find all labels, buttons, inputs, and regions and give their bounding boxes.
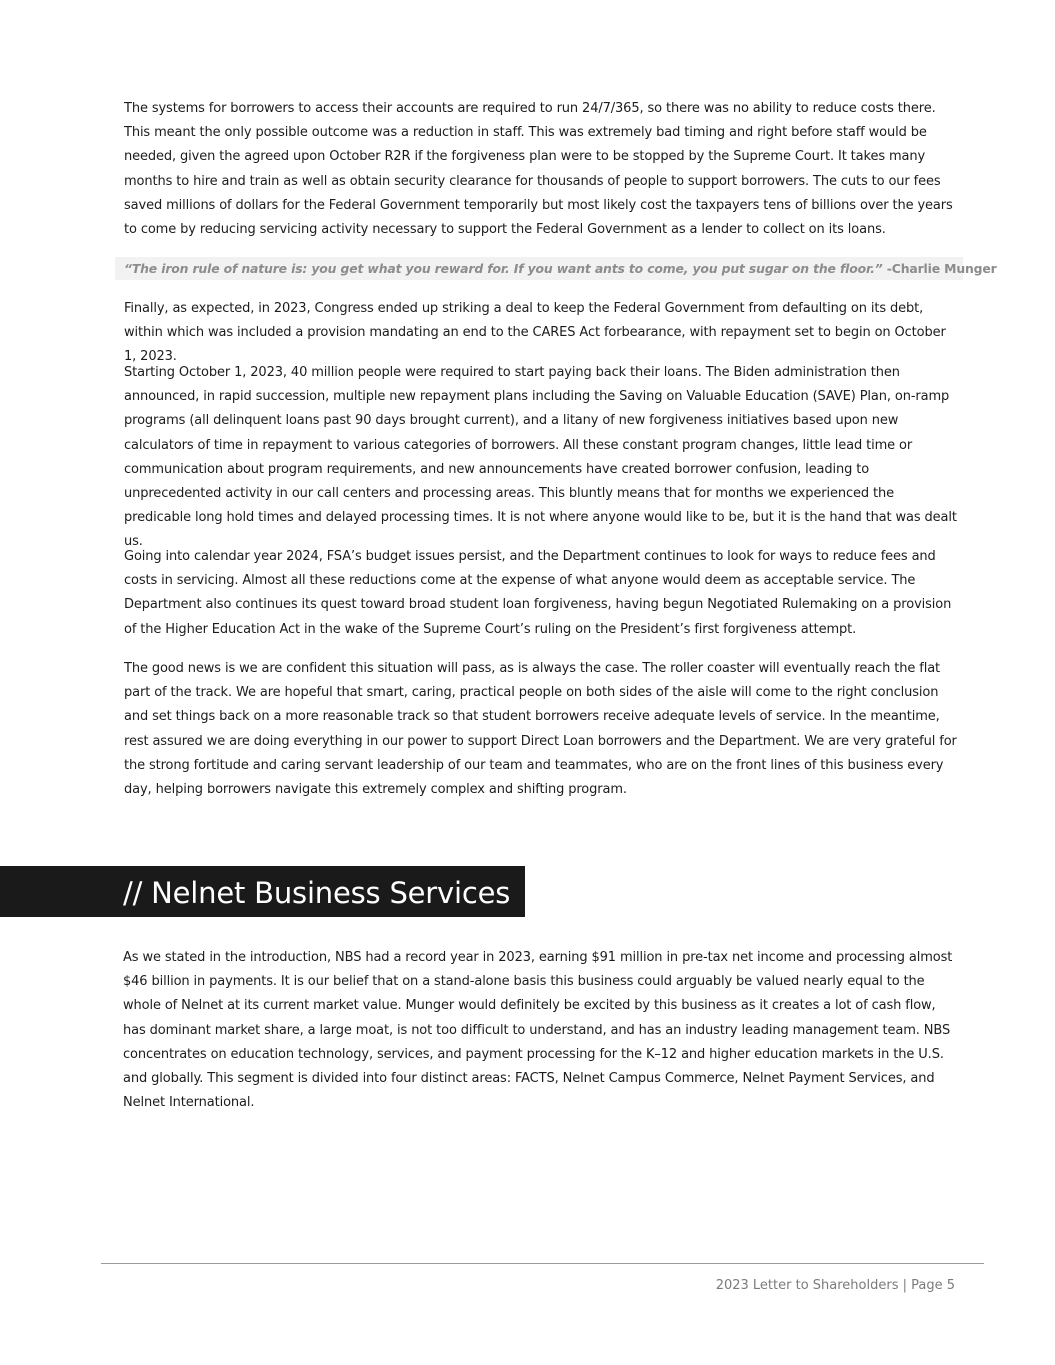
- pull-quote: [124, 257, 997, 280]
- paragraph-good-news: The good news is we are confident this situation will pass, as is always the case. The roller coaster will eventually reach the flat part of the track. We are hopeful that smart, caring, practical people on both sides of the aisle will come to the right conclusion and set things back on a more reasonable track so that student borrowers receive adequate levels of service. In the meantime, rest assured we are doing everything in our power to support Direct Loan borrowers and the Department. We are very grateful for the strong fortitude and caring servant leadership of our team and teammates, who are on the front lines of this business every day, helping borrowers navigate this extremely complex and shifting program.: [124, 661, 957, 798]
- paragraph-cares-act: Finally, as expected, in 2023, Congress ended up striking a deal to keep the Federal Government from defaulting on its debt, within which was included a provision mandating an end to the CARES Act forbearance, with repayment set to begin on October 1, 2023.: [124, 301, 946, 365]
- paragraph-repayment-restart: Starting October 1, 2023, 40 million people were required to start paying back their loans. The Biden administration then announced, in rapid succession, multiple new repayment plans including the Saving on Valuable Education (SAVE) Plan, on-ramp programs (all delinquent loans past 90 days brought current), and a litany of new forgiveness initiatives based upon new calculators of time in repayment to various categories of borrowers. All these constant program changes, little lead time or communication about program requirements, and new announcements have created borrower confusion, leading to unprecedented activity in our call centers and processing areas. This bluntly means that for months we experienced the predicable long hold times and delayed processing times. It is not where anyone would like to be, but it is the hand that was dealt us.: [124, 365, 957, 550]
- paragraph-nbs-overview: As we stated in the introduction, NBS had a record year in 2023, earning $91 million in pre-tax net income and processing almost $46 billion in payments. It is our belief that on a stand-alone basis this business could arguably be valued nearly equal to the whole of Nelnet at its current market value. Munger would definitely be excited by this business as it creates a lot of cash flow, has dominant market share, a large moat, is not too difficult to understand, and has an industry leading management team. NBS concentrates on education technology, services, and payment processing for the K–12 and higher education markets in the U.S. and globally. This segment is divided into four distinct areas: FACTS, Nelnet Campus Commerce, Nelnet Payment Services, and Nelnet International.: [123, 950, 953, 1111]
- section-title: // Nelnet Business Services: [123, 876, 511, 910]
- paragraph-staff-reduction: The systems for borrowers to access their accounts are required to run 24/7/365, so there was no ability to reduce costs there. This meant the only possible outcome was a reduction in staff. This was extremely bad timing and right before staff would be needed, given the agreed upon October R2R if the forgiveness plan were to be stopped by the Supreme Court. It takes many months to hire and train as well as obtain security clearance for thousands of people to support borrowers. The cuts to our fees saved millions of dollars for the Federal Government temporarily but most likely cost the taxpayers tens of billions over the years to come by reducing servicing activity necessary to support the Federal Government as a lender to collect on its loans.: [124, 101, 953, 238]
- pull-quote-text: “The iron rule of nature is: you get what you reward for. If you want ants to come, you put sugar on the floor.”: [124, 261, 883, 276]
- section-header-banner: [0, 866, 525, 917]
- footer-page-label: 2023 Letter to Shareholders | Page 5: [715, 1278, 955, 1293]
- paragraph-2024-outlook: Going into calendar year 2024, FSA’s budget issues persist, and the Department continues to look for ways to reduce fees and costs in servicing. Almost all these reductions come at the expense of what anyone would deem as acceptable service. The Department also continues its quest toward broad student loan forgiveness, having begun Negotiated Rulemaking on a provision of the Higher Education Act in the wake of the Supreme Court’s ruling on the President’s first forgiveness attempt.: [124, 549, 952, 637]
- footer-divider: [101, 1263, 984, 1264]
- pull-quote-attribution: -Charlie Munger: [886, 261, 997, 276]
